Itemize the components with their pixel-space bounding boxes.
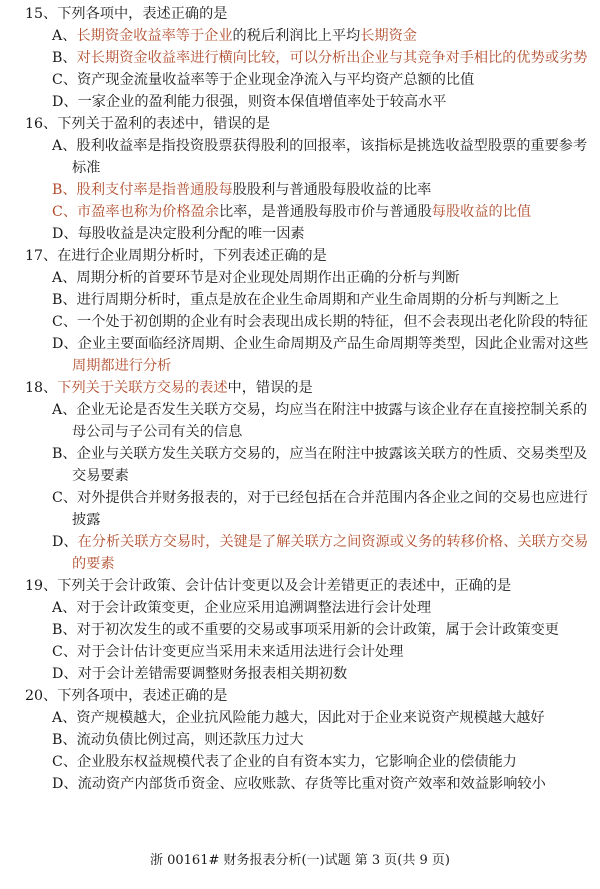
question-18-option-c-cont: 披露	[72, 512, 101, 528]
question-15-option-c: C、资产现金流量收益率等于企业现金净流入与平均资产总额的比值	[52, 72, 475, 88]
question-19-option-a: A、对于会计政策变更，企业应采用追溯调整法进行会计处理	[52, 600, 432, 616]
question-20-option-a: A、资产规模越大，企业抗风险能力越大，因此对于企业来说资产规模越大越好	[52, 710, 545, 726]
question-18-stem: 18、下列关于关联方交易的表述中，错误的是	[25, 380, 313, 396]
question-17-option-d: D、企业主要面临经济周期、企业生命周期及产品生命周期等类型，因此企业需对这些	[52, 336, 589, 352]
question-16-option-c: C、市盈率也称为价格盈余比率，是普通股每股市价与普通股每股收益的比值	[52, 204, 532, 220]
question-16-option-b: B、股利支付率是指普通股每股股利与普通股每股收益的比率	[52, 182, 432, 198]
question-17-option-c: C、一个处于初创期的企业有时会表现出成长期的特征，但不会表现出老化阶段的特征	[52, 314, 588, 330]
question-18-option-c: C、对外提供合并财务报表的，对于已经包括在合并范围内各企业之间的交易也应进行	[52, 490, 588, 506]
page-footer: 浙 00161# 财务报表分析(一)试题 第 3 页(共 9 页)	[149, 853, 450, 868]
question-19-option-d: D、对于会计差错需要调整财务报表相关期初数	[52, 666, 348, 682]
question-17-option-b: B、进行周期分析时，重点是放在企业生命周期和产业生命周期的分析与判断之上	[52, 292, 559, 308]
question-18-option-d: D、在分析关联方交易时，关键是了解关联方之间资源或义务的转移价格、关联方交易	[52, 534, 589, 550]
question-20-stem: 20、下列各项中，表述正确的是	[25, 688, 228, 704]
question-15-stem: 15、下列各项中，表述正确的是	[25, 6, 228, 22]
question-18-option-b: B、企业与关联方发生关联方交易的，应当在附注中披露该关联方的性质、交易类型及	[52, 446, 588, 462]
question-15-option-b: B、对长期资金收益率进行横向比较，可以分析出企业与其竞争对手相比的优势或劣势	[52, 50, 588, 66]
question-16-option-d: D、每股收益是决定股利分配的唯一因素	[52, 226, 305, 242]
question-19-option-c: C、对于会计估计变更应当采用未来适用法进行会计处理	[52, 644, 404, 660]
question-18-option-a: A、企业无论是否发生关联方交易，均应当在附注中披露与该企业存在直接控制关系的	[52, 402, 588, 418]
question-15-option-a: A、长期资金收益率等于企业的税后利润比上平均长期资金	[52, 28, 417, 44]
question-17-option-d-cont: 周期都进行分析	[72, 358, 172, 374]
question-18-option-d-cont: 的要素	[72, 556, 115, 572]
question-16-option-a: A、股利收益率是指投资股票获得股利的回报率，该指标是挑选收益型股票的重要参考	[52, 138, 588, 154]
question-15-option-d: D、一家企业的盈利能力很强，则资本保值增值率处于较高水平	[52, 94, 447, 110]
question-18-option-a-cont: 母公司与子公司有关的信息	[72, 424, 243, 440]
question-16-stem: 16、下列关于盈利的表述中，错误的是	[25, 116, 271, 132]
question-17-option-a: A、周期分析的首要环节是对企业现处周期作出正确的分析与判断	[52, 270, 460, 286]
question-18-option-b-cont: 交易要素	[72, 468, 129, 484]
question-17-stem: 17、在进行企业周期分析时，下列表述正确的是	[25, 248, 327, 264]
question-16-option-a-cont: 标准	[72, 160, 101, 176]
question-20-option-c: C、企业股东权益规模代表了企业的自有资本实力，它影响企业的偿债能力	[52, 754, 517, 770]
question-19-stem: 19、下列关于会计政策、会计估计变更以及会计差错更正的表述中，正确的是	[25, 578, 512, 594]
question-19-option-b: B、对于初次发生的或不重要的交易或事项采用新的会计政策，属于会计政策变更	[52, 622, 559, 638]
question-20-option-b: B、流动负债比例过高，则还款压力过大	[52, 732, 304, 748]
question-20-option-d: D、流动资产内部货币资金、应收账款、存货等比重对资产效率和效益影响较小	[52, 776, 546, 792]
